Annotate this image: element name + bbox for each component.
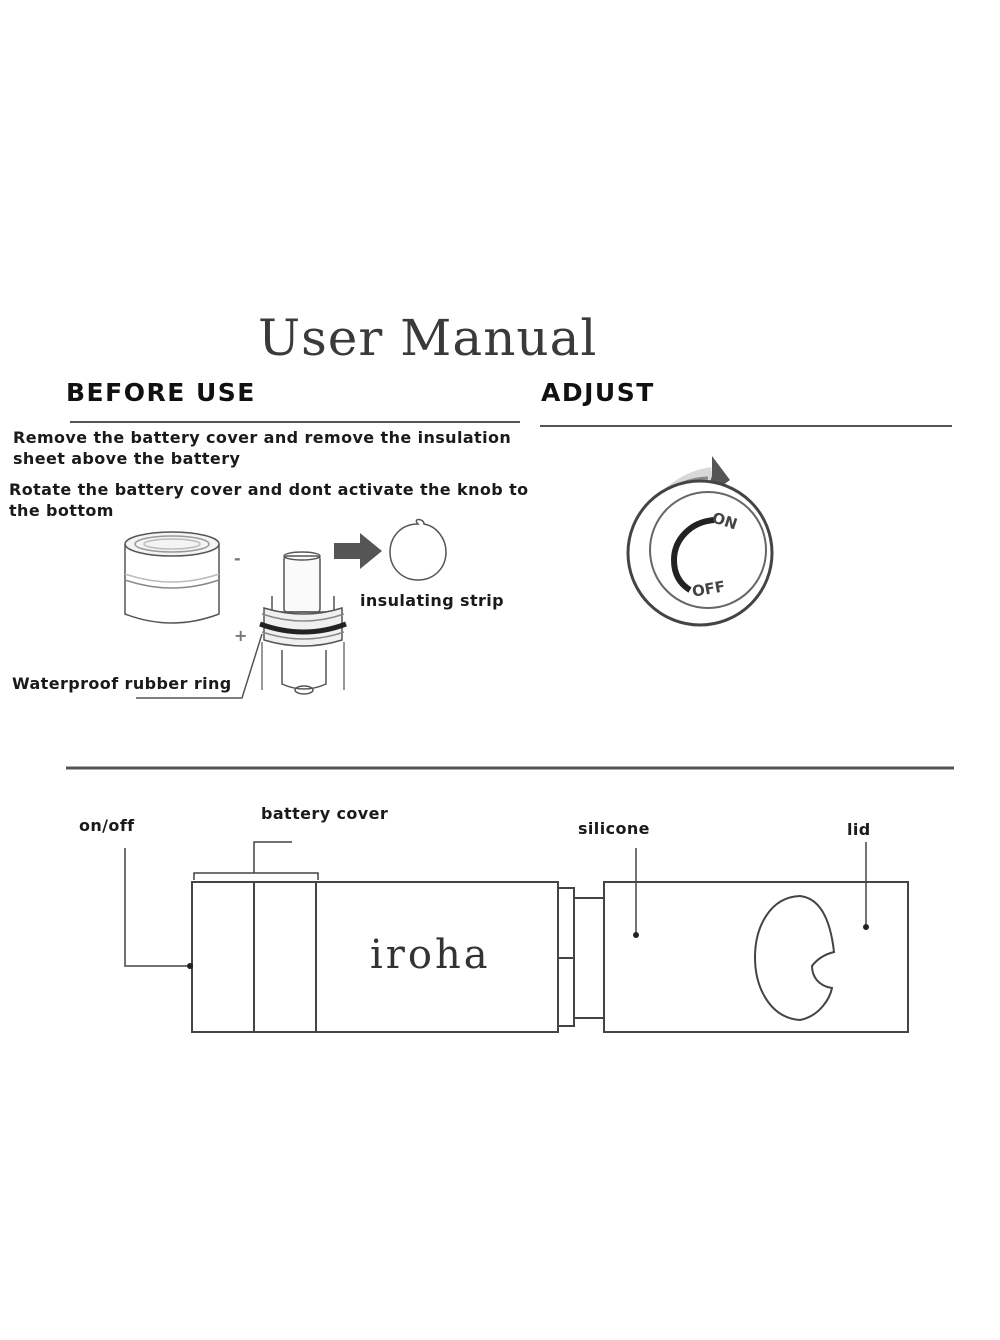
- onoff-label: on/off: [79, 816, 135, 835]
- battery-cover-cap-illustration: [125, 532, 219, 623]
- rubber-ring-label: Waterproof rubber ring: [12, 674, 232, 693]
- adjust-heading: ADJUST: [541, 378, 655, 407]
- before-use-heading: BEFORE USE: [66, 378, 256, 407]
- brand-logo-text: iroha: [370, 932, 491, 978]
- silicone-label: silicone: [578, 819, 650, 838]
- lid-leader-dot: [863, 924, 869, 930]
- battery-cover-bracket: [194, 873, 318, 880]
- knob-on-label: ON: [709, 508, 740, 534]
- lid-label: lid: [847, 820, 871, 839]
- onoff-leader-line: [125, 848, 190, 966]
- battery-cover-label: battery cover: [261, 804, 389, 823]
- onoff-leader-dot: [187, 963, 193, 969]
- page-title: User Manual: [258, 309, 598, 367]
- insulating-strip-icon: [390, 520, 446, 581]
- instruction-step-1: Remove the battery cover and remove the insulation sheet above the battery: [13, 428, 512, 468]
- battery-cover-leader-line: [254, 842, 292, 873]
- knob-off-label: OFF: [690, 577, 727, 601]
- silicone-leader-dot: [633, 932, 639, 938]
- insulating-strip-label: insulating strip: [360, 591, 505, 610]
- plus-sign: +: [234, 626, 248, 645]
- instruction-step-2: Rotate the battery cover and dont activate the knob to the bottom: [9, 480, 529, 520]
- device-illustration: [192, 882, 908, 1032]
- right-arrow-icon: [334, 533, 382, 569]
- battery-unit-illustration: [260, 552, 346, 694]
- minus-sign: -: [234, 549, 242, 568]
